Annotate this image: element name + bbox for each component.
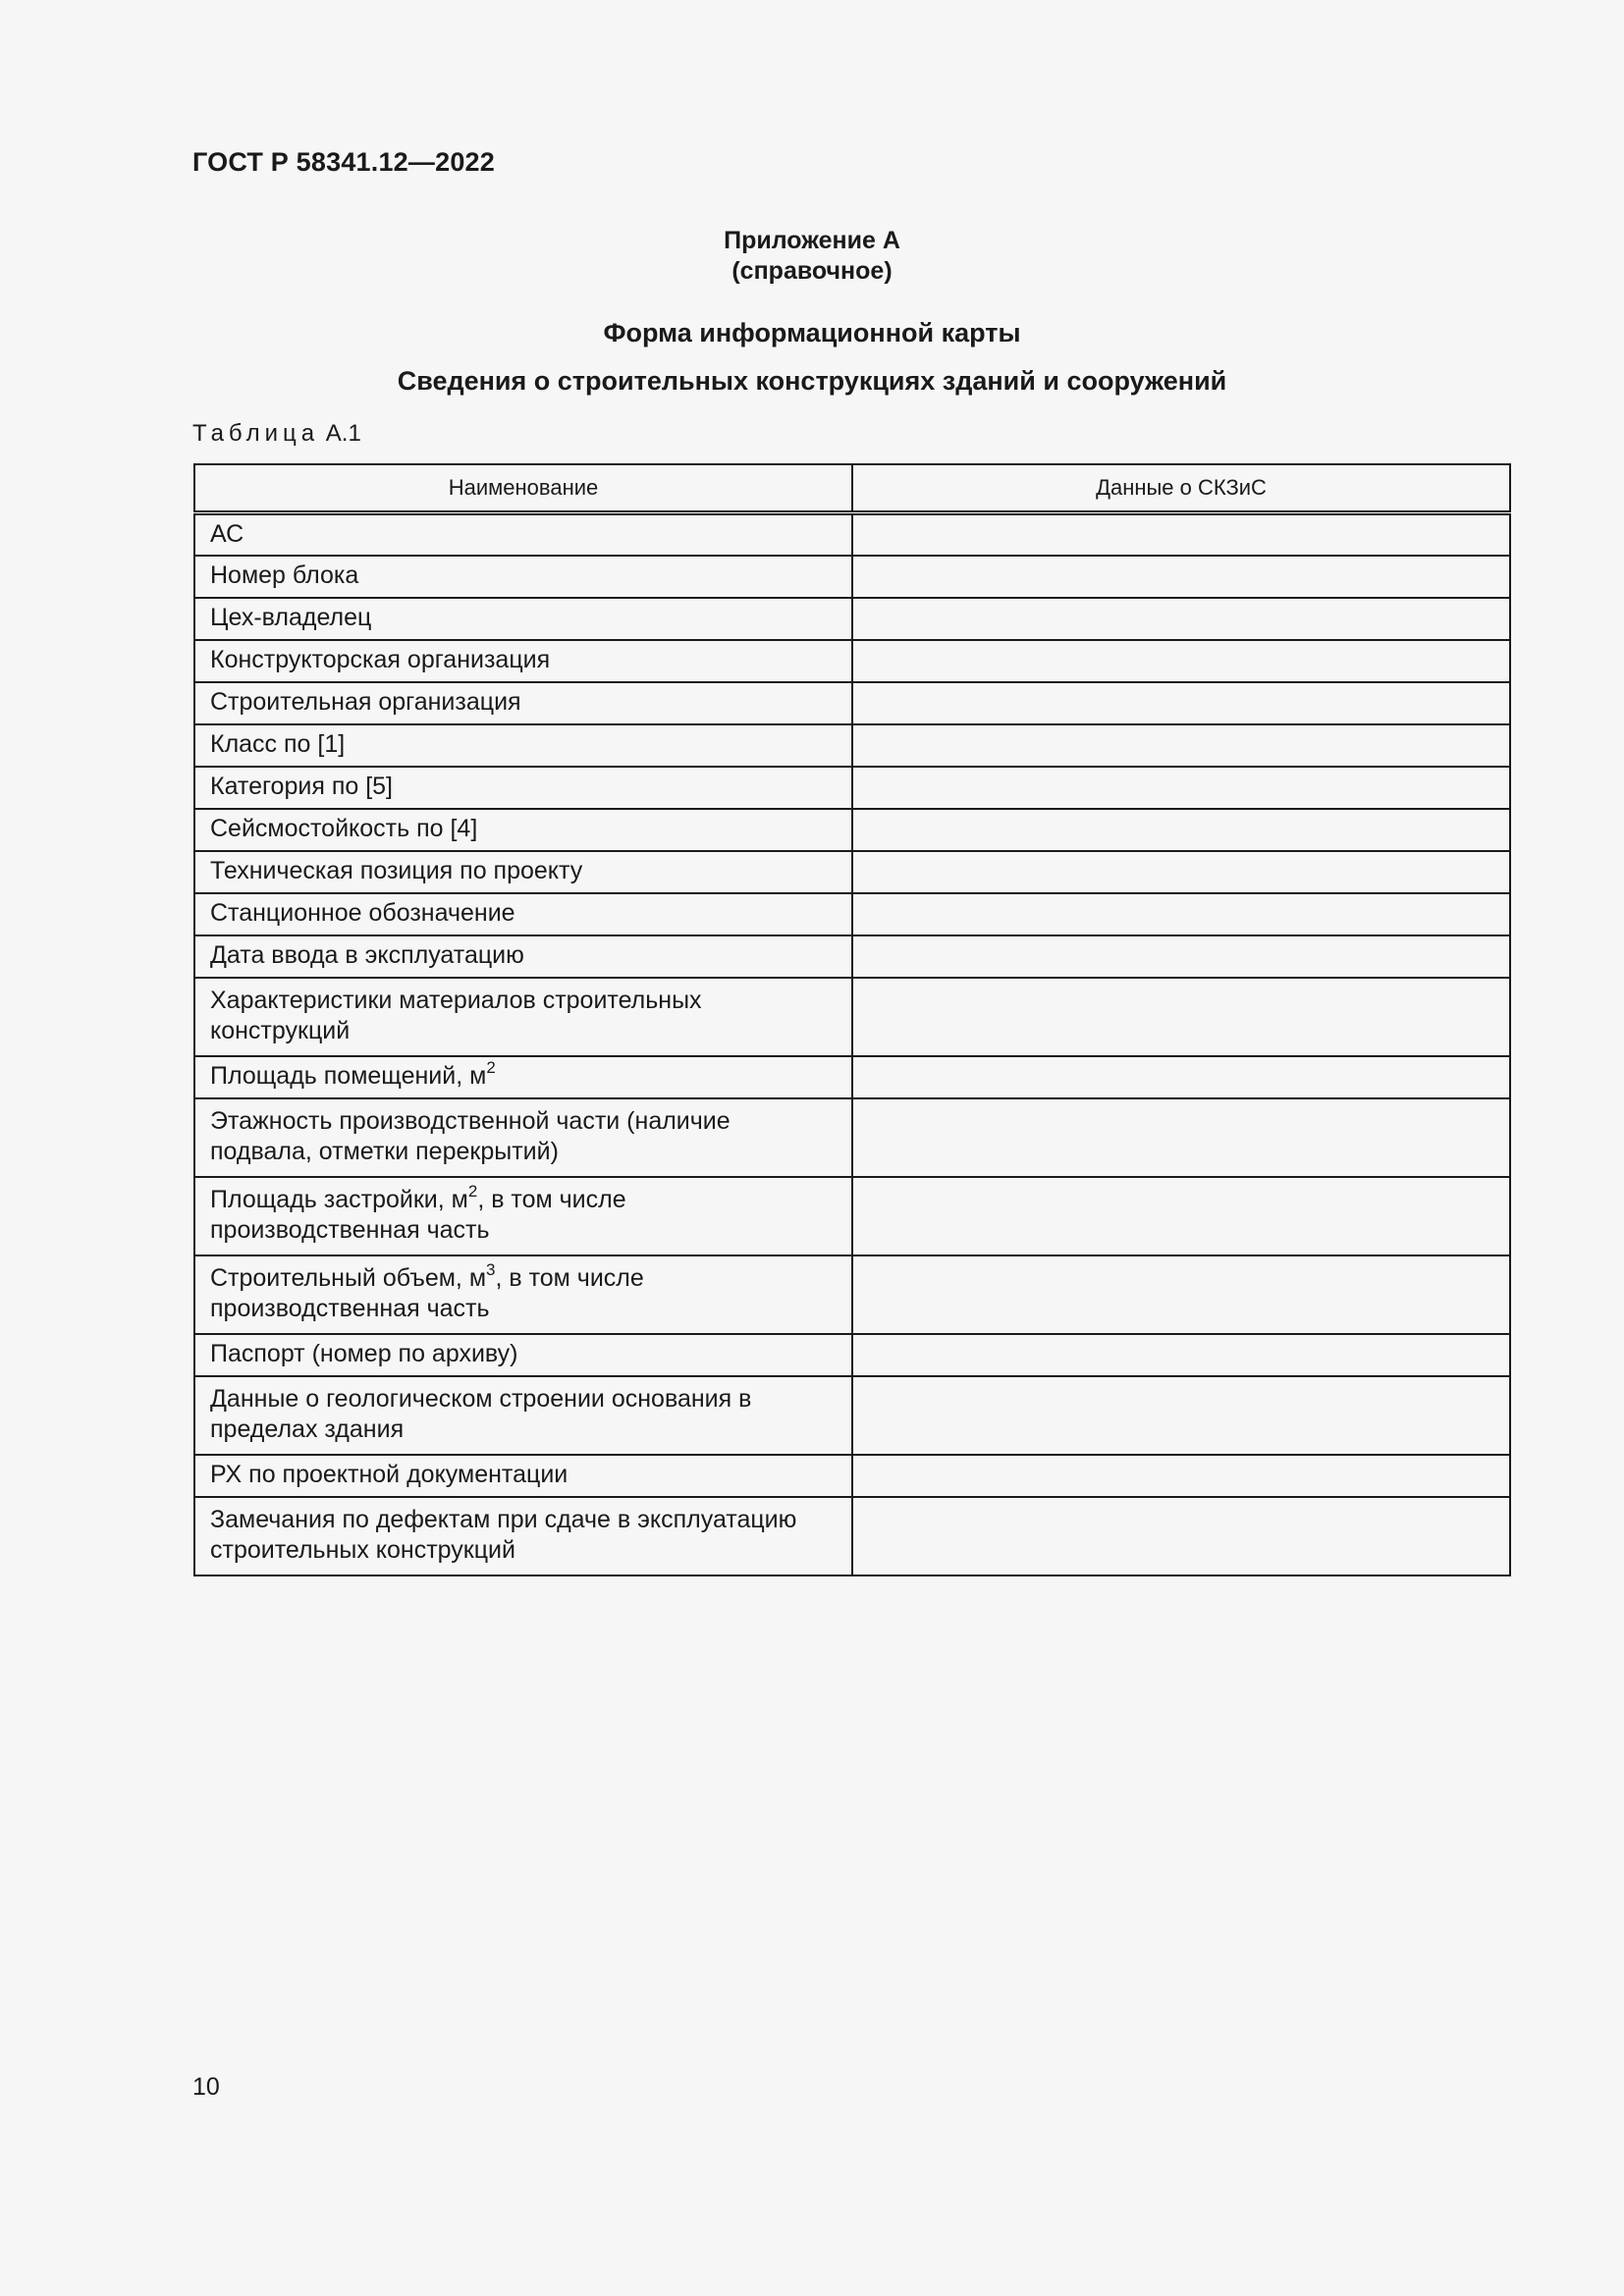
appendix-subtitle: (справочное)	[731, 257, 893, 285]
table-row	[194, 1177, 1510, 1255]
row-name-text: Строительный объем, м	[210, 1264, 487, 1292]
table-row	[194, 851, 1510, 893]
row-name: Конструкторская организация	[194, 640, 852, 682]
appendix-heading	[0, 226, 1624, 287]
table-caption-number: А.1	[325, 420, 361, 447]
unit-exponent: 3	[486, 1259, 496, 1279]
row-name: Дата ввода в эксплуатацию	[194, 935, 852, 978]
table-caption	[192, 420, 361, 448]
row-value	[852, 556, 1510, 598]
page-number: 10	[192, 2073, 220, 2101]
table-row	[194, 1376, 1510, 1455]
row-value	[852, 724, 1510, 767]
row-value	[852, 1334, 1510, 1376]
table-row	[194, 556, 1510, 598]
table-row	[194, 513, 1510, 556]
form-title: Форма информационной карты	[603, 318, 1021, 347]
row-name: Номер блока	[194, 556, 852, 598]
row-value	[852, 851, 1510, 893]
row-value	[852, 1455, 1510, 1497]
row-name: Этажность производственной части (наличие подвала, отметки перекрытий)	[194, 1098, 852, 1177]
table-row	[194, 1056, 1510, 1098]
table-row	[194, 682, 1510, 724]
row-value	[852, 1177, 1510, 1255]
row-name: АС	[194, 513, 852, 556]
row-name-text: Площадь помещений, м	[210, 1062, 487, 1090]
table-row	[194, 598, 1510, 640]
row-name: Паспорт (номер по архиву)	[194, 1334, 852, 1376]
row-name: Строительная организация	[194, 682, 852, 724]
row-value	[852, 1497, 1510, 1575]
row-name: Цех-владелец	[194, 598, 852, 640]
row-name	[194, 1056, 852, 1098]
table-row	[194, 1255, 1510, 1334]
row-name-text-post: , в том числе производственная часть	[210, 1186, 626, 1244]
row-name	[194, 1255, 852, 1334]
row-value	[852, 598, 1510, 640]
table-row	[194, 1455, 1510, 1497]
table-caption-word: Таблица	[192, 420, 320, 447]
row-name: Данные о геологическом строении основания в пределах здания	[194, 1376, 852, 1455]
row-name: Станционное обозначение	[194, 893, 852, 935]
row-name: Категория по [5]	[194, 767, 852, 809]
row-value	[852, 640, 1510, 682]
row-name-text-post: , в том числе производственная часть	[210, 1264, 644, 1322]
row-name: Характеристики материалов строительных конструкций	[194, 978, 852, 1056]
table-row	[194, 809, 1510, 851]
table-row	[194, 640, 1510, 682]
row-name: Класс по [1]	[194, 724, 852, 767]
table-row	[194, 1334, 1510, 1376]
row-value	[852, 1376, 1510, 1455]
row-value	[852, 935, 1510, 978]
row-name: Техническая позиция по проекту	[194, 851, 852, 893]
unit-exponent: 2	[467, 1181, 478, 1201]
unit-exponent: 2	[486, 1057, 496, 1077]
info-card-table	[193, 463, 1511, 1576]
table-row	[194, 724, 1510, 767]
row-value	[852, 767, 1510, 809]
row-value	[852, 513, 1510, 556]
table-row	[194, 935, 1510, 978]
row-value	[852, 893, 1510, 935]
form-subtitle: Сведения о строительных конструкциях зданий и сооружений	[397, 366, 1227, 396]
row-value	[852, 809, 1510, 851]
row-value	[852, 1255, 1510, 1334]
row-name: Замечания по дефектам при сдаче в эксплуатацию строительных конструкций	[194, 1497, 852, 1575]
table-row	[194, 893, 1510, 935]
column-header-data: Данные о СКЗиС	[852, 464, 1510, 513]
table-row	[194, 1098, 1510, 1177]
table-header-row	[194, 464, 1510, 513]
row-name: Сейсмостойкость по [4]	[194, 809, 852, 851]
row-name	[194, 1177, 852, 1255]
appendix-title: Приложение А	[724, 227, 900, 254]
column-header-name: Наименование	[194, 464, 852, 513]
table-row	[194, 978, 1510, 1056]
document-code: ГОСТ Р 58341.12—2022	[192, 147, 495, 177]
row-value	[852, 978, 1510, 1056]
table-row	[194, 767, 1510, 809]
row-name: РХ по проектной документации	[194, 1455, 852, 1497]
row-value	[852, 682, 1510, 724]
table-row	[194, 1497, 1510, 1575]
row-name-text: Площадь застройки, м	[210, 1186, 468, 1213]
row-value	[852, 1056, 1510, 1098]
row-value	[852, 1098, 1510, 1177]
